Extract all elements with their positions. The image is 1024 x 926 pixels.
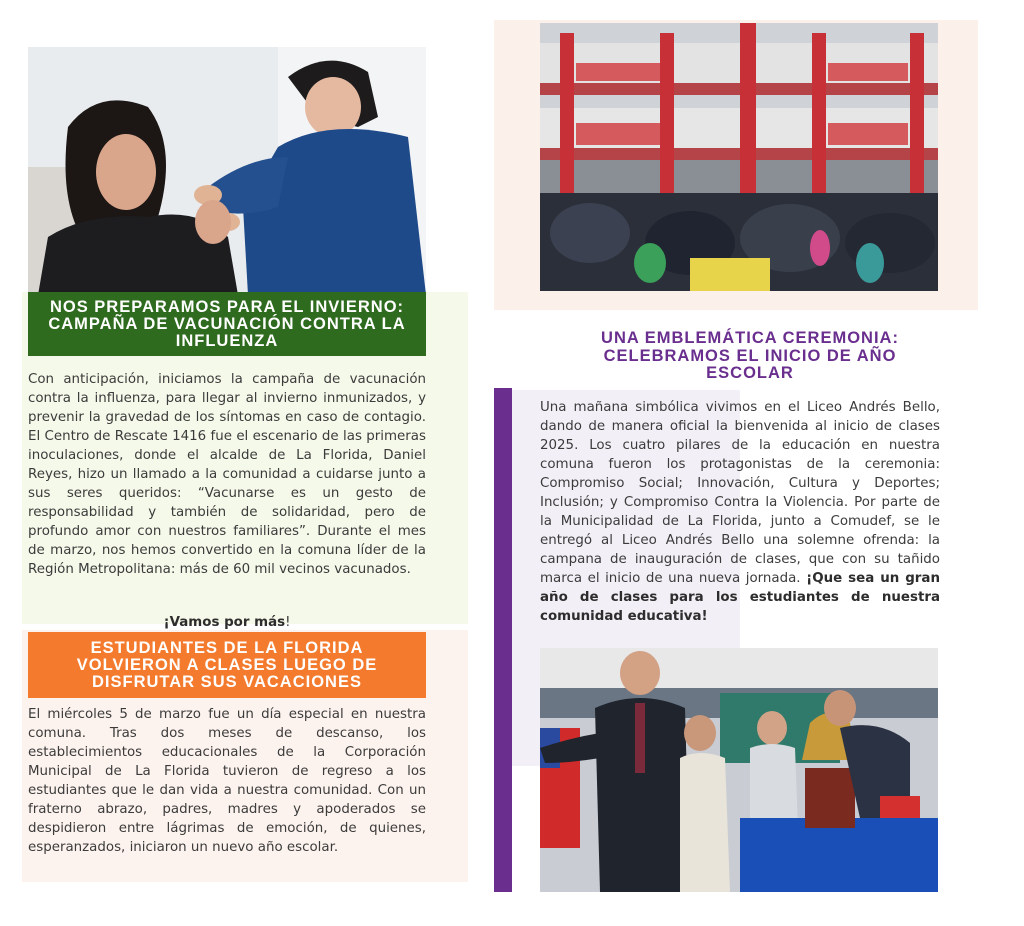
students-heading-box	[28, 632, 426, 698]
students-body: El miércoles 5 de marzo fue un día especial en nuestra comuna. Tras dos meses de descanso, los establecimientos educacionales de la Corporación Municipal de La Florida tuvieron de regreso a los estudiantes que le dan vida a nuestra comunidad. Con un fraterno abrazo, padres, madres y apoderados se despidieron entre lágrimas de emoción, de quienes, esperanzados, iniciaron un nuevo año escolar.	[28, 707, 426, 855]
vaccination-closing	[28, 615, 426, 630]
school-courtyard-photo	[540, 23, 938, 291]
ceremony-body-bold: ¡Que sea un gran año de clases para los estudiantes de nuestra comunidad educativa!	[540, 571, 940, 624]
ceremony-body	[540, 398, 940, 626]
ceremony-body-text: Una mañana simbólica vivimos en el Liceo Andrés Bello, dando de manera oficial la bienvenida al inicio de clases 2025. Los cuatro pilares de la educación en nuestra comuna fueron los protagonistas de la ceremonia: Compromiso Social; Innovación, Cultura y Deportes; Inclusión; y Compromiso Contra la Violencia. Por parte de la Municipalidad de La Florida, junto a Comudef, se le entregó al Liceo Andrés Bello una solemne ofrenda: la campana de inauguración de clases, que con su tañido marca el inicio de una nueva jornada.	[540, 400, 940, 586]
ceremony-accent-bar	[494, 388, 512, 892]
vaccination-closing-tail: !	[285, 615, 291, 630]
vaccination-photo	[28, 47, 426, 295]
students-heading: ESTUDIANTES DE LA FLORIDA VOLVIERON A CLASES LUEGO DE DISFRUTAR SUS VACACIONES	[76, 638, 378, 691]
vaccination-body: Con anticipación, iniciamos la campaña de vacunación contra la influenza, para llegar al invierno inmunizados, y prevenir la gravedad de los síntomas en caso de contagio. El Centro de Rescate 1416 fue el escenario de las primeras inoculaciones, donde el alcalde de La Florida, Daniel Reyes, hizo un llamado a la comunidad a cuidarse junto a sus seres queridos: “Vacunarse es un gesto de responsabilidad y también de solidaridad, pero de profundo amor con nuestros familiares”. Durante el mes de marzo, nos hemos convertido en la comuna líder de la Región Metropolitana: más de 60 mil vecinos vacunados.	[28, 372, 426, 577]
vaccination-heading-box	[28, 292, 426, 356]
ceremony-bell-photo	[540, 648, 938, 892]
ceremony-heading: UNA EMBLEMÁTICA CEREMONIA: CELEBRAMOS EL INICIO DE AÑO ESCOLAR	[601, 329, 899, 382]
vaccination-heading: NOS PREPARAMOS PARA EL INVIERNO: CAMPAÑA DE VACUNACIÓN CONTRA LA INFLUENZA	[48, 297, 406, 350]
vaccination-closing-bold: ¡Vamos por más	[163, 615, 286, 630]
